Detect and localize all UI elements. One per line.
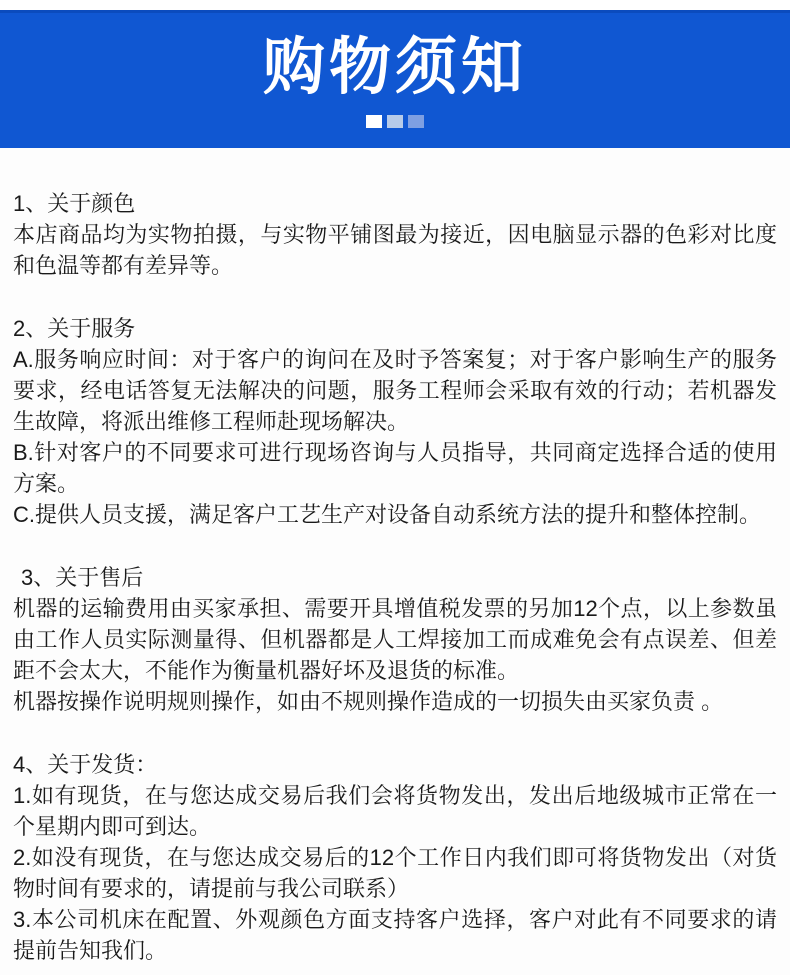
notice-content: [0, 148, 790, 966]
paragraph: C.提供人员支援，满足客户工艺生产对设备自动系统方法的提升和整体控制。: [13, 502, 762, 527]
paragraph: 机器的运输费用由买家承担、需要开具增值税发票的另加12个点，以上参数虽由工作人员实际测量得、但机器都是人工焊接加工而成难免会有点误差、但差距不会太大，不能作为衡量机器好坏及退货的标准。: [13, 596, 777, 683]
section-heading: 3、关于售后: [21, 565, 144, 590]
pagination-dot-3: [408, 115, 424, 128]
section-heading: 2、关于服务: [13, 316, 136, 341]
paragraph: A.服务响应时间：对于客户的询问在及时予答案复；对于客户影响生产的服务要求，经电话答复无法解决的问题，服务工程师会采取有效的行动；若机器发生故障，将派出维修工程师赴现场解决。: [13, 347, 777, 434]
pagination-dot-2: [387, 115, 403, 128]
section-heading: 4、关于发货：: [13, 752, 158, 777]
section-shipping: [13, 749, 777, 966]
section-color: [13, 188, 777, 281]
paragraph: 3.本公司机床在配置、外观颜色方面支持客户选择，客户对此有不同要求的请提前告知我们。: [13, 907, 777, 963]
top-white-strip: [0, 0, 790, 10]
section-heading: 1、关于颜色: [13, 191, 136, 216]
paragraph: 机器按操作说明规则操作，如由不规则操作造成的一切损失由买家负责 。: [13, 689, 724, 714]
paragraph: B.针对客户的不同要求可进行现场咨询与人员指导，共同商定选择合适的使用方案。: [13, 440, 777, 496]
section-after-sales: [13, 562, 777, 717]
paragraph: 1.如有现货，在与您达成交易后我们会将货物发出，发出后地级城市正常在一个星期内即可到达。: [13, 783, 777, 839]
paragraph: 本店商品均为实物拍摄，与实物平铺图最为接近，因电脑显示器的色彩对比度和色温等都有差异等。: [13, 222, 777, 278]
page-title: 购物须知: [262, 33, 527, 102]
pagination-dots: [366, 115, 424, 128]
paragraph: 2.如没有现货，在与您达成交易后的12个工作日内我们即可将货物发出（对货物时间有要求的，请提前与我公司联系）: [13, 845, 777, 901]
header-banner: [0, 10, 790, 148]
pagination-dot-1: [366, 115, 382, 128]
section-service: [13, 313, 777, 530]
